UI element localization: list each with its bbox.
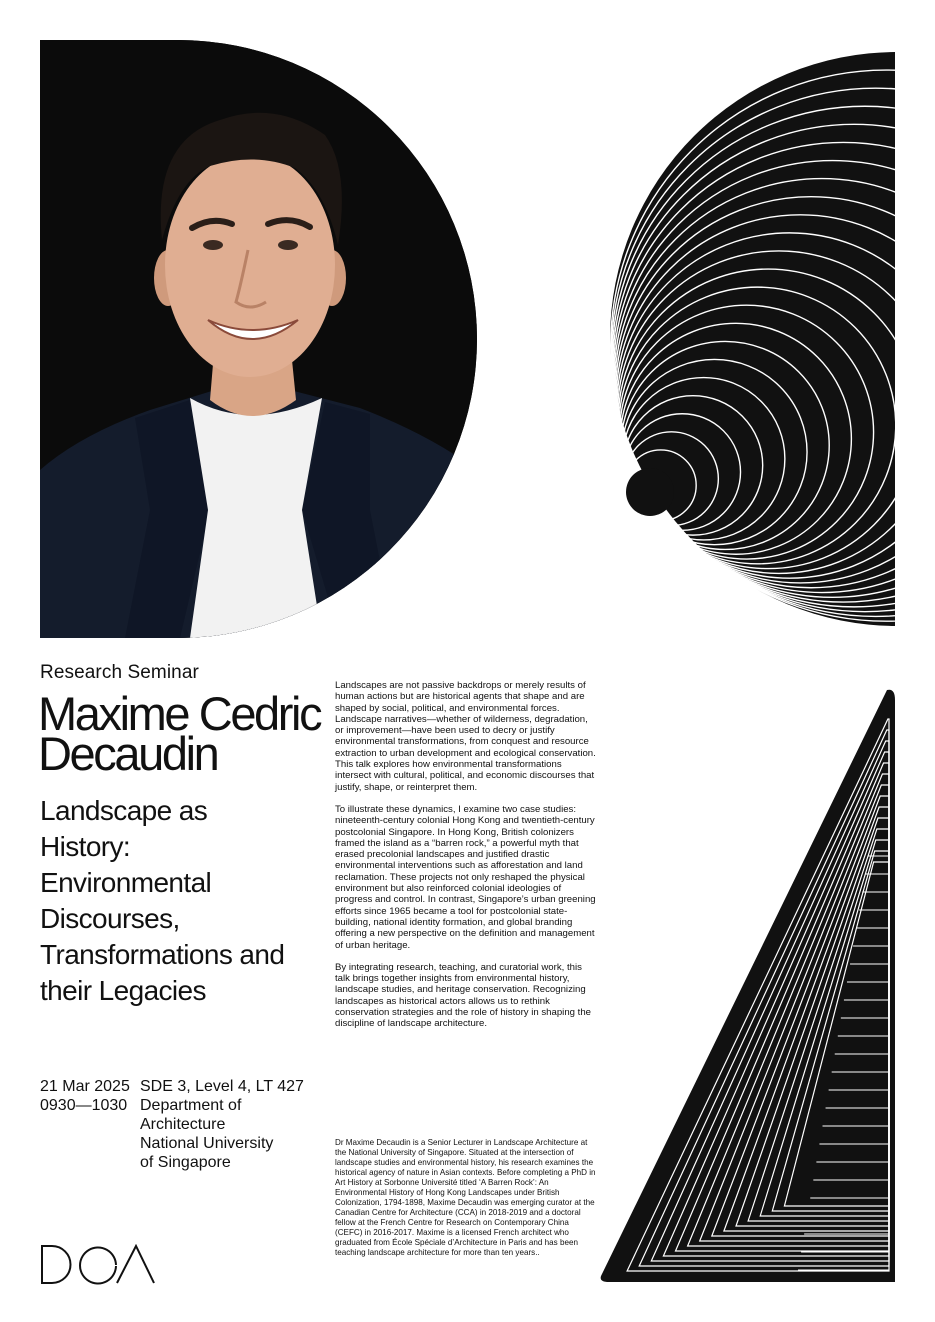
speaker-name-line: Decaudin	[38, 727, 218, 780]
speaker-portrait	[40, 40, 477, 638]
event-venue	[140, 1077, 320, 1172]
talk-title-line: History:	[40, 831, 131, 862]
doa-logo-icon	[40, 1244, 156, 1286]
abstract-paragraph: By integrating research, teaching, and curatorial work, this talk brings together insights from environmental history, landscape studies, and heritage conservation. Recognizing landscapes as historical actors allows us to rethink conservation strategies and the role of history in shaping the discipline of landscape architecture.	[335, 961, 591, 1030]
venue-line: of Singapore	[140, 1154, 231, 1171]
talk-title	[40, 793, 330, 1009]
venue-line: Architecture	[140, 1116, 226, 1133]
portrait-illustration	[40, 40, 477, 638]
stepped-triangle-graphic	[597, 686, 897, 1284]
event-type-label: Research Seminar	[40, 662, 199, 683]
event-time: 0930—1030	[40, 1097, 128, 1114]
concentric-circles-graphic	[505, 52, 895, 626]
abstract-paragraph: To illustrate these dynamics, I examine two case studies: nineteenth-century colonial Hong Kong and twentieth-century postcolonial Singapore. In Hong Kong, British colonizers framed the island as a “barren rock,” a powerful myth that erased precolonial landscapes and justified drastic environmental interventions such as afforestation and land reclamation. These projects not only reshaped the physical environment but also reinforced colonial ideologies of progress and control. In contrast, Singapore’s urban greening efforts since 1965 became a tool for postcolonial state-building, national identity formation, and global branding offering a new perspective on the definition and management of urban heritage.	[335, 803, 596, 951]
speaker-name-line: Maxime Cedric	[38, 687, 321, 740]
talk-title-line: Landscape as	[40, 795, 208, 826]
talk-title-line: Discourses,	[40, 903, 180, 934]
abstract	[335, 680, 597, 1041]
venue-line: National University	[140, 1135, 274, 1152]
venue-line: SDE 3, Level 4, LT 427	[140, 1078, 304, 1095]
abstract-paragraph: Landscapes are not passive backdrops or merely results of human actions but are historical agents that shape and are shaped by social, political, and environmental forces. Landscape narratives—whether of wilderness, degradation, or improvement—have been used to decry or justify environmental transformations, from conquest and resource extraction to urban development and ecological conservation. This talk explores how environmental transformations intersect with cultural, political, and economic discourses that justify, shape, or reinterpret them.	[335, 680, 596, 793]
speaker-bio: Dr Maxime Decaudin is a Senior Lecturer in Landscape Architecture at the National University of Singapore. Situated at the intersection of landscape studies and environmental history, his research examines the historical agency of nature in Asian contexts. Before completing a PhD in Art History at Sorbonne Université titled ‘A Barren Rock’: An Environmental History of Hong Kong Landscapes under British Colonization, 1794-1898, Maxime Decaudin was emerging curator at the Canadian Centre for Architecture (CCA) in 2018-2019 and a doctoral fellow at the French Centre for Research on Contemporary China (CEFC) in 2016-2017. Maxime is a licensed French architect who graduated from École Spéciale d’Architecture in Paris and has been teaching landscape architecture for more than ten years..	[335, 1138, 596, 1257]
speaker-name	[38, 687, 328, 780]
event-date: 21 Mar 2025	[40, 1078, 130, 1095]
talk-title-line: Environmental	[40, 867, 212, 898]
talk-title-line: their Legacies	[40, 975, 206, 1006]
talk-title-line: Transformations and	[40, 939, 285, 970]
venue-line: Department of	[140, 1097, 242, 1114]
